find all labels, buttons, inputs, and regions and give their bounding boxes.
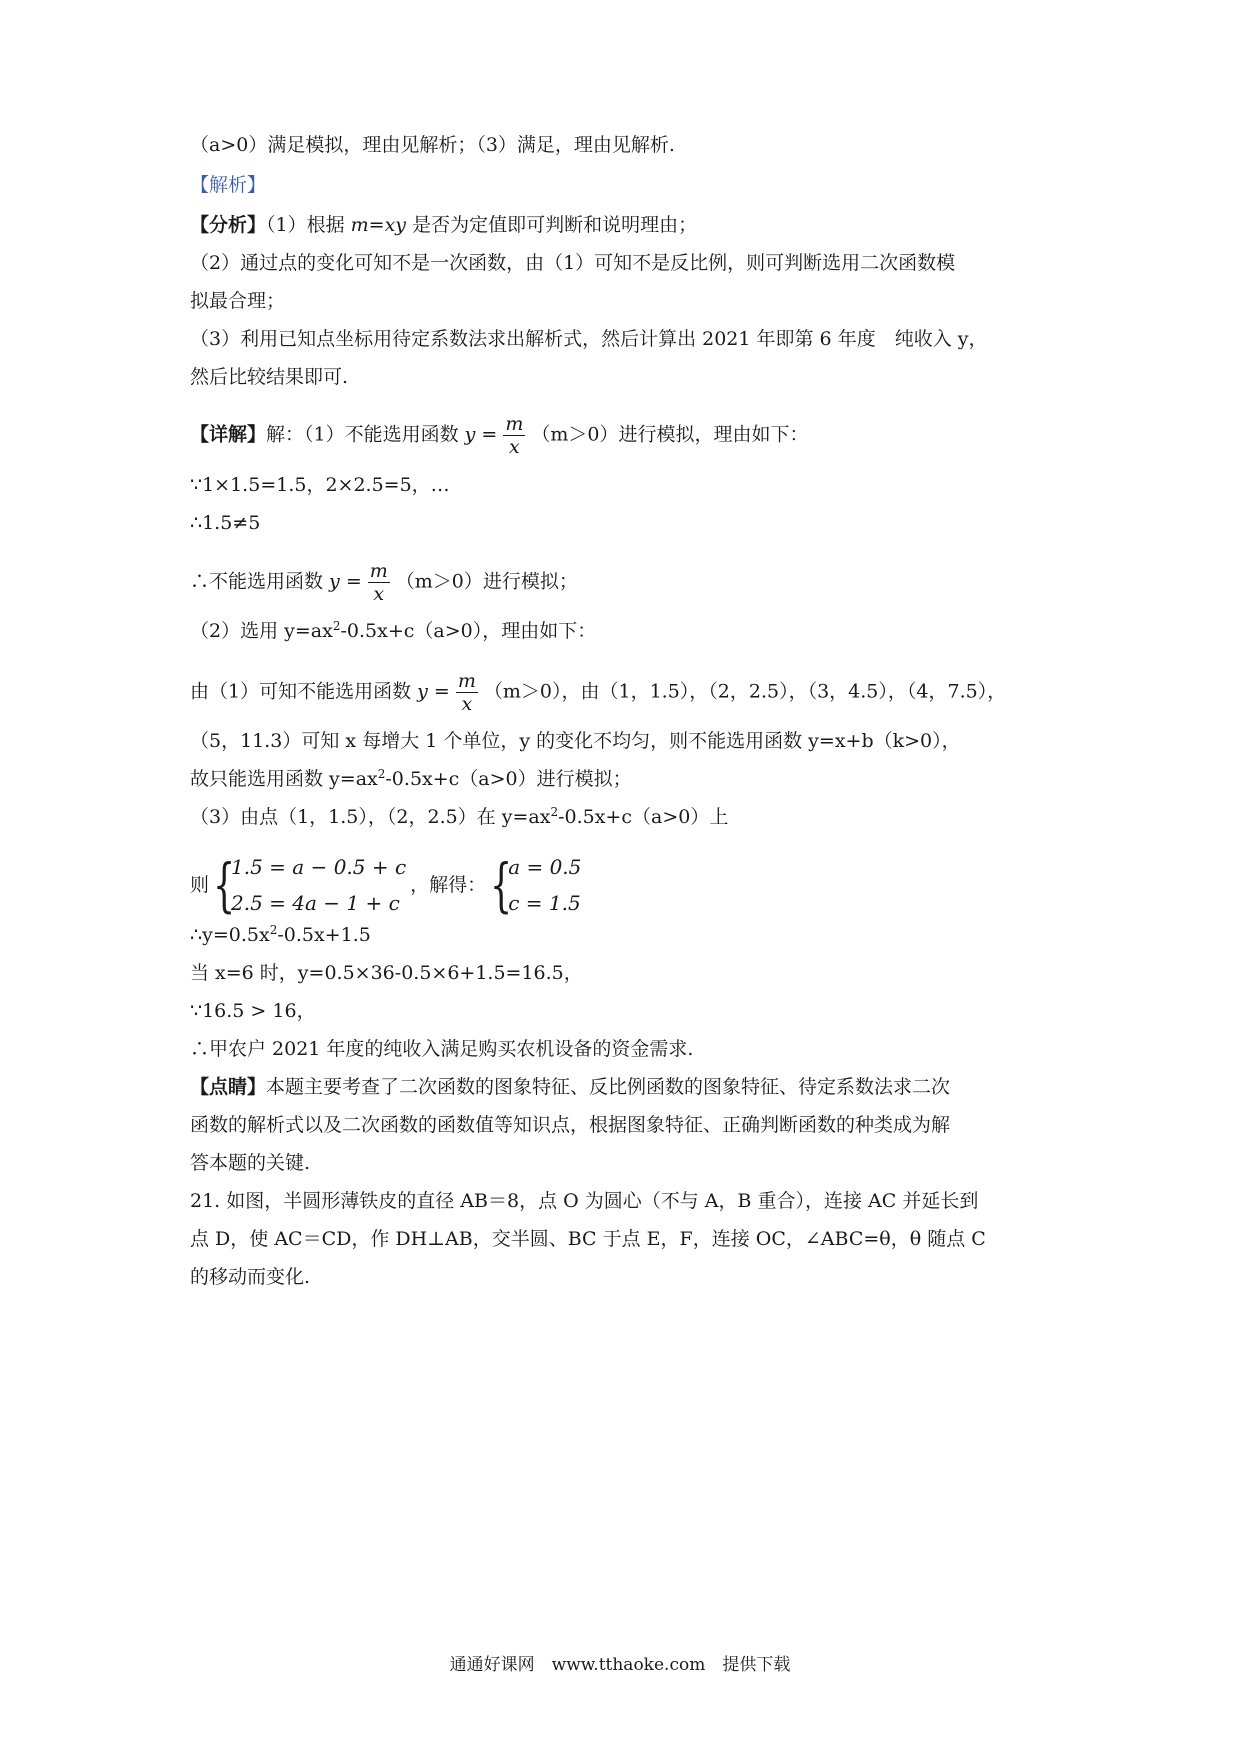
dianjing-tag: 【点睛】 [190,1076,267,1098]
part2-conclusion-line: 故只能选用函数 $y=ax^2-0.5x+c(a>0)$进行模拟； [190,767,632,790]
part2-line: （2）选用 $y=ax^2-0.5x+c(a>0)$，理由如下： [190,619,597,642]
answer-line: （a>0）满足模拟，理由见解析；（3）满足，理由见解析. [190,134,675,156]
dianjing-line: 【点睛】本题主要考查了二次函数的图象特征、反比例函数的图象特征、待定系数法求二次 [190,1076,951,1098]
xiangjie-line: 【详解】解：（1）不能选用函数 y = $\frac{m}{x}$ （m＞0）进行模拟，理由如下： [190,413,809,458]
solution-system: { a = 0.5 c = 1.5 [490,849,581,921]
dianjing-line-3: 答本题的关键. [190,1152,311,1174]
part2-reason-line: 由（1）可知不能选用函数 y = $\frac{m}{x}$ （m＞0），由（1，1.5），（2，2.5），（3，4.5），（4，7.5）， [190,670,1007,715]
part3-line: （3）由点（1，1.5），（2，2.5）在 $y=ax^2-0.5x+c(a>0)$上 [190,805,729,828]
fenxi-line-2: （2）通过点的变化可知不是一次函数，由（1）可知不是反比例，则可判断选用二次函数模 [190,252,956,274]
page-footer: 通通好课网 www.tthaoke.com 提供下载 [449,1655,791,1675]
because-line: ∵1×1.5=1.5，2×2.5=5，… [190,474,450,496]
compute-line: 当 x=6 时，y=0.5×36-0.5×6+1.5=16.5， [190,962,583,984]
equation-system: { 1.5 = a − 0.5 + c 2.5 = 4a − 1 + c [213,849,406,921]
compare-line: ∵16.5 > 16， [190,1000,316,1022]
fenxi-line-4: （3）利用已知点坐标用待定系数法求出解析式，然后计算出 2021 年即第 6 年度 纯收入 y， [190,328,988,350]
fenxi-line-1: 【分析】（1）根据 m=xy 是否为定值即可判断和说明理由； [190,214,698,236]
equation-system-line: 则 { 1.5 = a − 0.5 + c 2.5 = 4a − 1 + c ，解得： { a = 0.5 c = 1.5 [190,848,585,921]
dianjing-line-2: 函数的解析式以及二次函数的函数值等知识点，根据图象特征、正确判断函数的种类成为解 [190,1114,951,1136]
left-brace-icon: { [213,851,236,919]
fraction-m-over-x: $\frac{m}{x}$ [457,670,476,715]
xiangjie-tag: 【详解】 [190,423,267,446]
part2-reason-line-2: （5，11.3）可知 x 每增大 1 个单位，y 的变化不均匀，则不能选用函数 y=x+b（k>0）， [190,730,961,752]
result-line: $\therefore y=0.5x^2-0.5x+1.5$ [190,923,371,946]
fenxi-tag: 【分析】 [190,214,267,236]
final-conclusion-line: ∴甲农户 2021 年度的纯收入满足购买农机设备的资金需求. [190,1038,694,1060]
jiexi-heading: 【解析】 [190,174,267,196]
left-brace-icon: { [490,851,513,919]
fraction-m-over-x: $\frac{m}{x}$ [369,560,388,605]
conclusion-1-line: ∴不能选用函数 y = $\frac{m}{x}$ （m＞0）进行模拟； [190,560,578,605]
fenxi-line-3: 拟最合理； [190,290,286,312]
question-21-line-2: 点 D，使 AC＝CD，作 DH⊥AB，交半圆、BC 于点 E，F，连接 OC，∠ABC=θ，θ 随点 C [190,1228,986,1250]
question-21-line-3: 的移动而变化. [190,1266,311,1288]
therefore-line: ∴1.5≠5 [190,512,261,534]
question-21-line-1: 21. 如图，半圆形薄铁皮的直径 AB＝8，点 O 为圆心（不与 A，B 重合），连接 AC 并延长到 [190,1190,979,1212]
fraction-m-over-x: $\frac{m}{x}$ [505,413,524,458]
fenxi-line-5: 然后比较结果即可. [190,366,349,388]
